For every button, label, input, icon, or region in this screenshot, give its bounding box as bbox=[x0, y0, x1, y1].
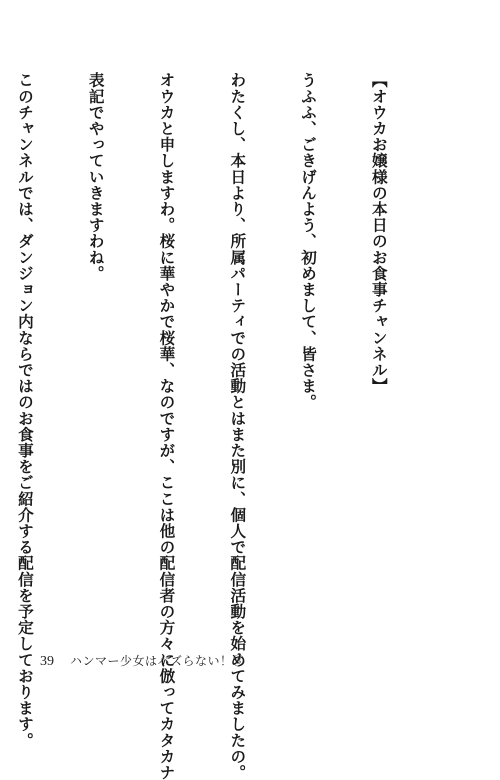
text-line: このチャンネルでは、ダンジョン内ならではのお食事をご紹介する配信を予定しております。 bbox=[15, 72, 35, 749]
book-title: ハンマー少女はバズらない！③ bbox=[70, 654, 246, 668]
page-number: 39 bbox=[40, 654, 54, 669]
text-line: 表記でやっていきますわね。 bbox=[86, 72, 106, 282]
page-footer bbox=[40, 652, 245, 670]
text-line: オウカと申しますわ。桜に華やかで桜華、なのですが、ここは他の配信者の方々に倣ってカタカナ bbox=[157, 72, 177, 780]
chapter-heading: 【オウカお嬢様の本日のお食事チャンネル】 bbox=[369, 72, 389, 394]
text-line: うふふ、ごきげんよう、初めまして、皆さま。 bbox=[299, 72, 319, 411]
text-line: わたくし、本日より、所属パーティでの活動とはまた別に、個人で配信活動を始めてみましたの。 bbox=[228, 72, 248, 780]
